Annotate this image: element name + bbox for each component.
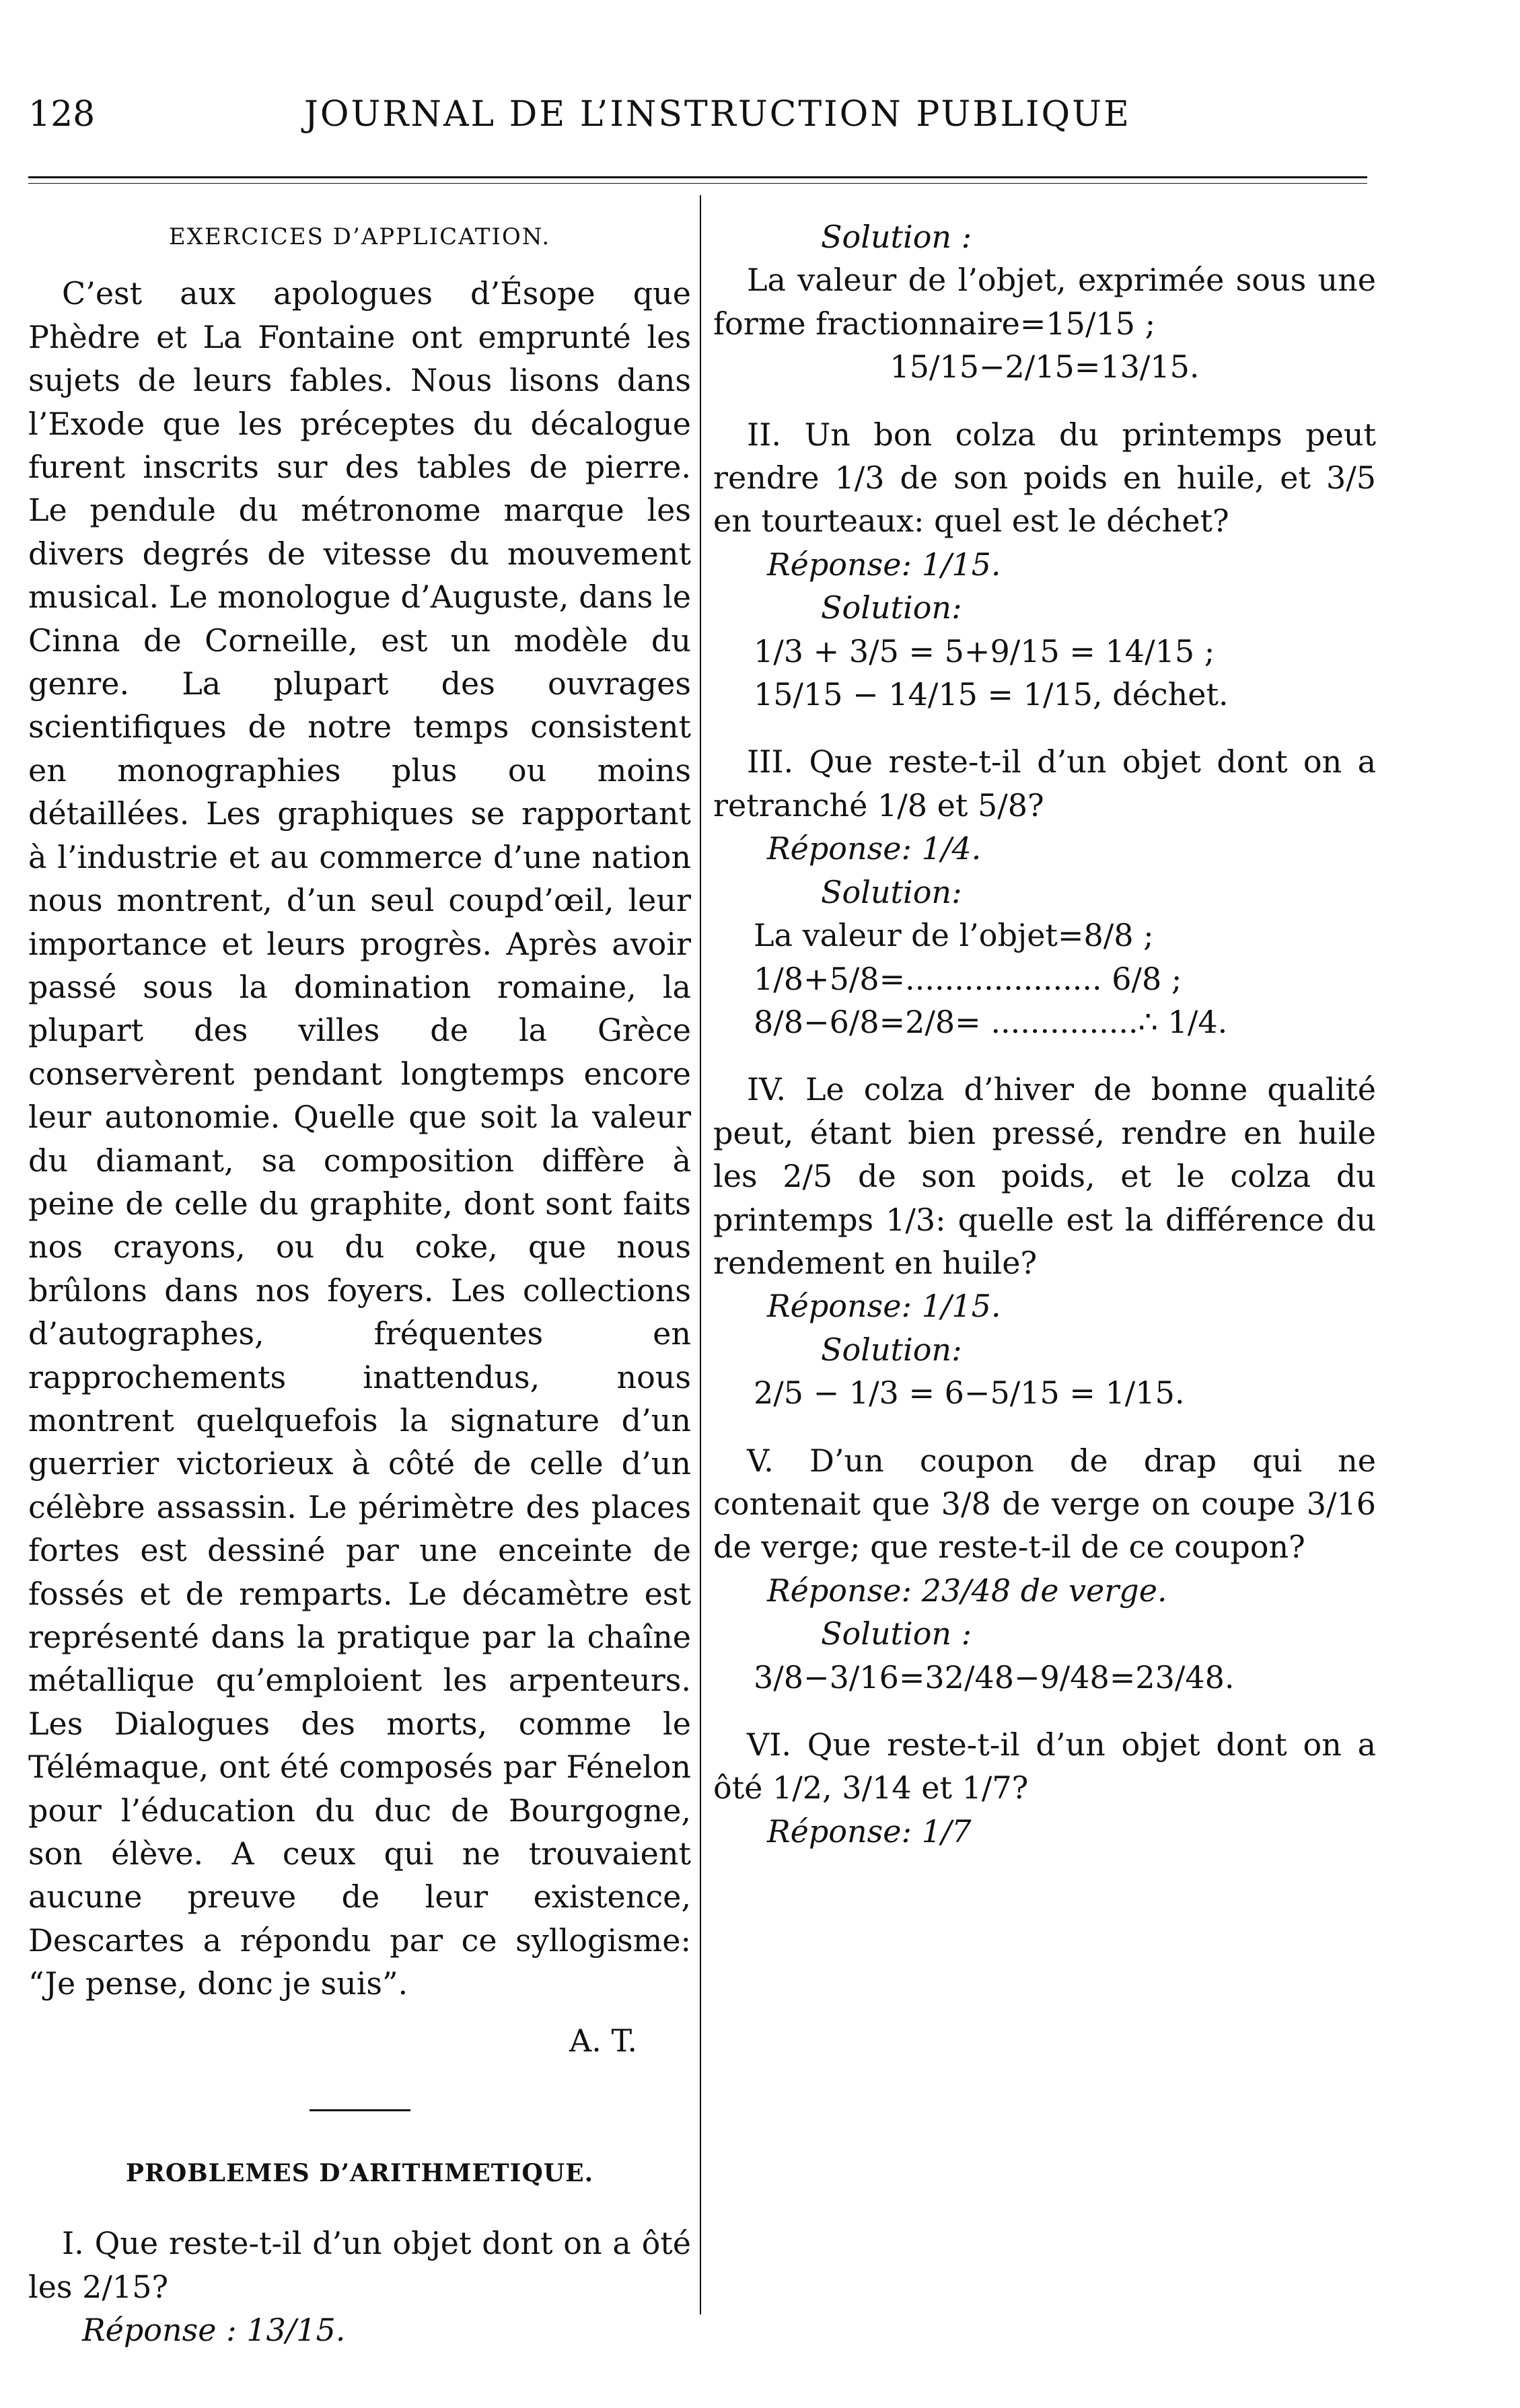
problem-5: V. D’un coupon de drap qui ne contenait que 3/8 de verge on coupe 3/16 de verge; que reste-t-il de ce coupon? [713,1442,1376,1566]
p5-solution-label: Solution : [821,1615,972,1652]
p6-answer: Réponse: 1/7 [767,1813,972,1850]
p5-answer: Réponse: 23/48 de verge. [767,1572,1167,1609]
section-title: EXERCICES D’APPLICATION. [168,223,551,250]
p2-answer: Réponse: 1/15. [767,546,1001,583]
problem-3: III. Que reste-t-il d’un objet dont on a retranché 1/8 et 5/8? [713,743,1376,824]
separator-dash [310,2109,410,2111]
p1-equation: 15/15−2/15=13/15. [890,349,1200,386]
p5-equation: 3/8−3/16=32/48−9/48=23/48. [754,1658,1235,1695]
p2-equation-1: 1/3 + 3/5 = 5+9/15 = 14/15 ; [754,632,1215,669]
p4-answer: Réponse: 1/15. [767,1288,1001,1325]
problem-1-answer: Réponse : 13/15. [82,2312,346,2349]
p4-solution-label: Solution: [821,1331,962,1368]
p1-solution-label: Solution : [821,219,972,255]
p3-equation-1: La valeur de l’objet=8/8 ; [754,917,1154,954]
page-number: 128 [28,94,96,135]
author-signature: A. T. [569,2022,637,2059]
header-rule-thin [28,183,1367,184]
column-divider [700,195,701,2314]
p3-answer: Réponse: 1/4. [767,830,982,867]
problem-4: IV. Le colza d’hiver de bonne qualité peut, étant bien pressé, rendre en huile les 2/5 de son poids, et le colza du printemps 1/3: quelle est la différence du rendement en huile? [713,1071,1376,1281]
p4-equation: 2/5 − 1/3 = 6−5/15 = 1/15. [754,1375,1185,1412]
right-column [713,215,1376,1853]
p2-equation-2: 15/15 − 14/15 = 1/15, déchet. [754,676,1229,713]
p3-solution-label: Solution: [821,873,962,910]
left-column [28,215,691,2352]
running-title: JOURNAL DE L’INSTRUCTION PUBLIQUE [304,94,1131,135]
p3-equation-2: 1/8+5/8=.................... 6/8 ; [754,960,1182,997]
problem-2: II. Un bon colza du printemps peut rendre 1/3 de son poids en huile, et 3/5 en tourteaux: quel est le déchet? [713,416,1376,540]
exercise-text: C’est aux apologues d’Ésope que Phèdre et La Fontaine ont emprunté les sujets de leurs fables. Nous lisons dans l’Exode que les préceptes du décalogue furent inscrits sur des tables de pierre. Le pendule du métronome marque les divers degrés de vitesse du mouvement musical. Le monologue d’Auguste, dans le Cinna de Corneille, est un modèle du genre. La plupart des ouvrages scientifiques de notre temps consistent en monographies plus ou moins détaillées. Les graphiques se rapportant à l’industrie et au commerce d’une nation nous montrent, d’un seul coupd’œil, leur importance et leurs progrès. Après avoir passé sous la domination romaine, la plupart des villes de la Grèce conservèrent pendant longtemps encore leur autonomie. Quelle que soit la valeur du diamant, sa composition diffère à peine de celle du graphite, dont sont faits nos crayons, ou du coke, que nous brûlons dans nos foyers. Les collections d’autographes, fréquentes en rapprochements inattendus, nous montrent quelquefois la signature d’un guerrier victorieux à côté de celle d’un célèbre assassin. Le périmètre des places fortes est dessiné par une enceinte de fossés et de remparts. Le décamètre est représenté dans la pratique par la chaîne métallique qu’emploient les arpenteurs. Les Dialogues des morts, comme le Télémaque, ont été composés par Fénelon pour l’éducation du duc de Bourgogne, son élève. A ceux qui ne trouvaient aucune preuve de leur existence, Descartes a répondu par ce syllogisme: “Je pense, donc je suis”. [28,275,691,2002]
problems-title: PROBLEMES D’ARITHMETIQUE. [125,2159,594,2188]
p3-equation-3: 8/8−6/8=2/8= ...............∴ 1/4. [754,1003,1228,1040]
p1-solution-text: La valeur de l’objet, exprimée sous une forme fractionnaire=15/15 ; [713,262,1376,342]
problem-1: I. Que reste-t-il d’un objet dont on a ôté les 2/15? [28,2225,691,2305]
header-rule [28,176,1367,178]
problem-6: VI. Que reste-t-il d’un objet dont on a ôté 1/2, 3/14 et 1/7? [713,1726,1376,1807]
p2-solution-label: Solution: [821,589,962,626]
page-header [28,94,1367,148]
